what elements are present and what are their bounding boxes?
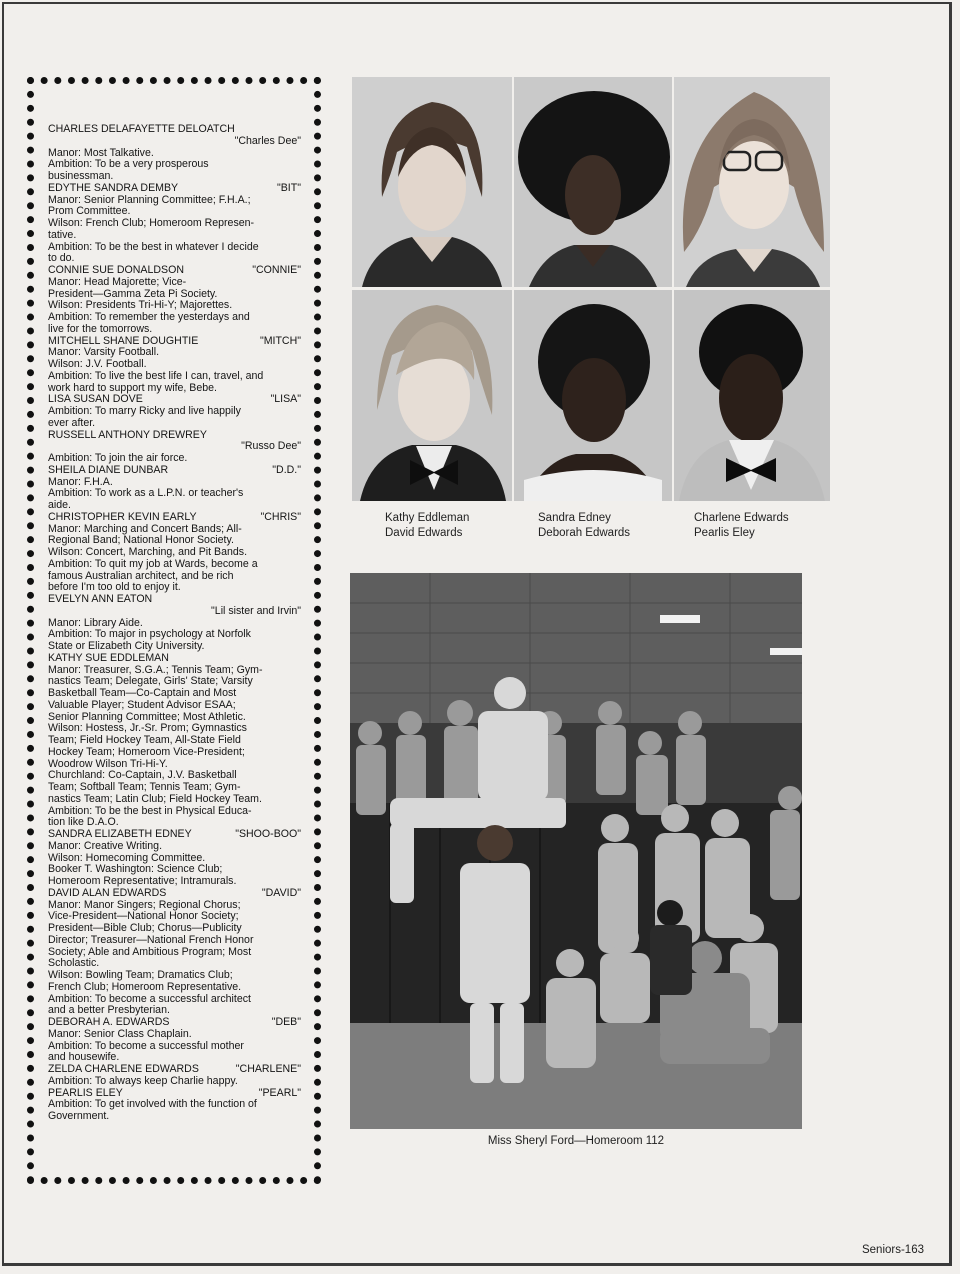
senior-name: CHARLES DELAFAYETTE DELOATCH [48,123,235,135]
senior-activity-line: Manor: Head Majorette; Vice- [48,275,187,288]
senior-name: KATHY SUE EDDLEMAN [48,651,169,664]
senior-name: CHRISTOPHER KEVIN EARLY [48,510,197,523]
senior-activity-line: Ambition: To marry Ricky and live happily [48,405,241,417]
senior-nickname: "Charles Dee" [234,134,301,147]
senior-activity-line: Ambition: To get involved with the function of [48,1098,257,1111]
senior-name: RUSSELL ANTHONY DREWREY [48,428,207,441]
caption-name: Kathy Eddleman [385,512,470,524]
senior-nickname: "CONNIE" [252,264,301,276]
senior-activity-line: famous Australian architect, and be rich [48,569,234,582]
senior-bio-entry [48,594,301,653]
senior-activity-line: President—Bible Club; Chorus—Publicity [48,922,242,934]
senior-activity-line: Wilson: Concert, Marching, and Pit Bands. [48,546,248,558]
senior-nickname-line [48,136,301,148]
senior-activity-line: Ambition: To major in psychology at Norfolk [48,628,251,641]
senior-activity-line: and a better Presbyterian. [48,1004,170,1017]
portrait-kathy-eddleman [352,77,512,287]
senior-activity-line: Ambition: To live the best life I can, travel, and [48,369,264,382]
senior-activity-line: Ambition: To work as a L.P.N. or teacher's [48,487,244,500]
senior-activity-line: nastics Team; Latin Club; Field Hockey Team. [48,792,262,805]
senior-bio-entry [48,1017,301,1064]
senior-bio-entry [48,888,301,1017]
senior-activity-line: Prom Committee. [48,205,131,218]
senior-bio-entry [48,183,301,265]
senior-bio-entry [48,265,301,336]
senior-activity-line: Wilson: Presidents Tri-Hi-Y; Majorettes. [48,299,233,312]
senior-name-line [48,265,301,277]
caption-name: Pearlis Eley [694,527,755,539]
senior-activity-line: Manor: Creative Writing. [48,839,163,852]
senior-nickname: "Russo Dee" [241,440,301,453]
senior-activity-line: Wilson: J.V. Football. [48,358,147,370]
senior-activity-line: ever after. [48,416,96,429]
senior-nickname: "PEARL" [258,1086,301,1099]
caption-column-3 [670,511,830,541]
senior-name: PEARLIS ELEY [48,1086,123,1099]
senior-activity-line: before I'm too old to enjoy it. [48,581,181,594]
senior-name-line [48,183,301,195]
senior-activity-line: Ambition: To be a very prosperous [48,158,209,171]
senior-portrait-grid [352,77,830,502]
senior-activity-line: Wilson: French Club; Homeroom Represen- [48,217,255,229]
portrait-pearlis-eley [674,290,830,501]
senior-activity-line: Manor: Senior Planning Committee; F.H.A.; [48,193,251,206]
senior-nickname: "CHRIS" [260,510,301,523]
senior-activity-line: Woodrow Wilson Tri-Hi-Y. [48,757,168,770]
senior-activity-line: work hard to support my wife, Bebe. [48,381,217,394]
caption-column-1 [352,511,512,541]
senior-activity-line: Churchland: Co-Captain, J.V. Basketball [48,769,237,782]
senior-activity-line: Society; Able and Ambitious Program; Most [48,945,252,958]
senior-bio-entry [48,653,301,829]
page-folio: Seniors-163 [861,1244,924,1256]
senior-activity-line: Ambition: To quit my job at Wards, become a [48,557,258,570]
senior-name-line [48,829,301,841]
senior-bio-list [48,124,301,1123]
senior-activity-line: Ambition: To become a successful architect [48,992,251,1005]
senior-activity-line: President—Gamma Zeta Pi Society. [48,287,218,300]
senior-activity-line: Ambition: To be the best in Physical Educa- [48,804,252,817]
senior-bio-box [27,77,321,1184]
senior-nickname: "DEB" [271,1016,301,1028]
senior-name-line [48,888,301,900]
senior-nickname: "BIT" [276,181,301,194]
senior-activity-line: Wilson: Hostess, Jr.-Sr. Prom; Gymnastics [48,722,247,735]
senior-activity-line: nastics Team; Delegate, Girls' State; Varsity [48,675,253,688]
portrait-deborah-edwards [514,290,672,501]
senior-nickname: "CHARLENE" [235,1063,301,1075]
portrait-sandra-edney [514,77,672,287]
senior-activity-line: Manor: F.H.A. [48,475,113,488]
senior-activity-line: Booker T. Washington: Science Club; [48,863,223,876]
senior-bio-entry [48,465,301,512]
senior-name-line [48,512,301,524]
senior-activity-line: Ambition: To remember the yesterdays and [48,311,250,323]
senior-activity-line: Manor: Treasurer, S.G.A.; Tennis Team; Gym- [48,663,263,676]
senior-nickname: "Lil sister and Irvin" [211,604,301,617]
caption-name: Sandra Edney [538,512,611,524]
senior-bio-entry [48,1064,301,1088]
senior-bio-entry [48,829,301,888]
senior-name: SHEILA DIANE DUNBAR [48,463,169,476]
senior-activity-line: Manor: Most Talkative. [48,146,154,159]
caption-column-2 [512,511,670,541]
senior-name: LISA SUSAN DOVE [48,393,143,406]
senior-name: CONNIE SUE DONALDSON [48,264,184,276]
senior-activity-line: Manor: Manor Singers; Regional Chorus; [48,898,241,911]
senior-activity-line: Wilson: Bowling Team; Dramatics Club; [48,969,233,981]
portrait-david-edwards [352,290,512,501]
senior-name: EVELYN ANN EATON [48,593,153,605]
senior-nickname-line [48,606,301,618]
senior-nickname: "MITCH" [259,334,301,347]
senior-name-line [48,653,301,665]
caption-name: Charlene Edwards [694,512,789,524]
senior-activity-line: State or Elizabeth City University. [48,640,205,652]
senior-activity-line: Homeroom Representative; Intramurals. [48,875,237,887]
senior-activity-line: Team; Softball Team; Tennis Team; Gym- [48,781,241,793]
senior-activity-line: Ambition: To be the best in whatever I decide [48,240,259,253]
senior-activity-line: Senior Planning Committee; Most Athletic. [48,710,246,723]
senior-name-line [48,1064,301,1076]
senior-bio-entry [48,124,301,183]
senior-activity-line: and housewife. [48,1051,120,1064]
senior-activity-line: French Club; Homeroom Representative. [48,980,242,993]
senior-activity-line: Director; Treasurer—National French Honor [48,933,254,946]
senior-name: ZELDA CHARLENE EDWARDS [48,1063,199,1075]
senior-activity-line: tative. [48,228,77,241]
senior-activity-line: Manor: Senior Class Chaplain. [48,1027,192,1040]
senior-name: DAVID ALAN EDWARDS [48,886,167,899]
senior-activity-line: Manor: Varsity Football. [48,346,160,359]
senior-name: SANDRA ELIZABETH EDNEY [48,828,192,840]
senior-activity-line: Ambition: To become a successful mother [48,1039,244,1052]
senior-bio-entry [48,430,301,465]
senior-nickname: "D.D." [272,463,301,476]
caption-name: Deborah Edwards [538,527,631,539]
senior-bio-entry [48,512,301,594]
senior-activity-line: aide. [48,499,71,511]
senior-name: DEBORAH A. EDWARDS [48,1016,170,1028]
senior-name-line [48,1017,301,1029]
senior-activity-line: to do. [48,252,75,265]
senior-activity-line: Vice-President—National Honor Society; [48,910,239,923]
senior-activity-line: Hockey Team; Homeroom Vice-President; [48,745,245,758]
senior-nickname: "LISA" [270,393,301,406]
senior-nickname: "SHOO-BOO" [235,828,301,840]
senior-activity-line: Manor: Marching and Concert Bands; All- [48,522,242,535]
homeroom-group-photo [350,573,802,1129]
senior-bio-entry [48,394,301,429]
senior-bio-entry [48,1088,301,1123]
senior-activity-line: tion like D.A.O. [48,816,119,829]
senior-name: MITCHELL SHANE DOUGHTIE [48,334,199,347]
portrait-captions [352,511,830,541]
senior-activity-line: Ambition: To join the air force. [48,452,188,464]
senior-activity-line: Manor: Library Aide. [48,616,143,629]
senior-bio-entry [48,336,301,395]
senior-activity-line: Ambition: To always keep Charlie happy. [48,1074,238,1087]
caption-name: David Edwards [385,527,463,539]
senior-nickname: "DAVID" [261,886,301,899]
senior-activity-line: Scholastic. [48,957,100,970]
senior-name: EDYTHE SANDRA DEMBY [48,181,179,194]
portrait-charlene-edwards [674,77,830,287]
senior-activity-line: businessman. [48,170,114,182]
senior-activity-line: Regional Band; National Honor Society. [48,534,234,547]
senior-activity-line: Valuable Player; Student Advisor ESAA; [48,698,236,711]
senior-activity-line: Basketball Team—Co-Captain and Most [48,687,237,699]
senior-activity-line: Team; Field Hockey Team, All-State Field [48,734,241,746]
senior-activity-line: Government. [48,1110,110,1122]
senior-activity-line: live for the tomorrows. [48,322,153,335]
senior-name-line [48,465,301,477]
senior-activity-line: Wilson: Homecoming Committee. [48,851,206,864]
group-photo-caption: Miss Sheryl Ford—Homeroom 112 [487,1135,665,1147]
